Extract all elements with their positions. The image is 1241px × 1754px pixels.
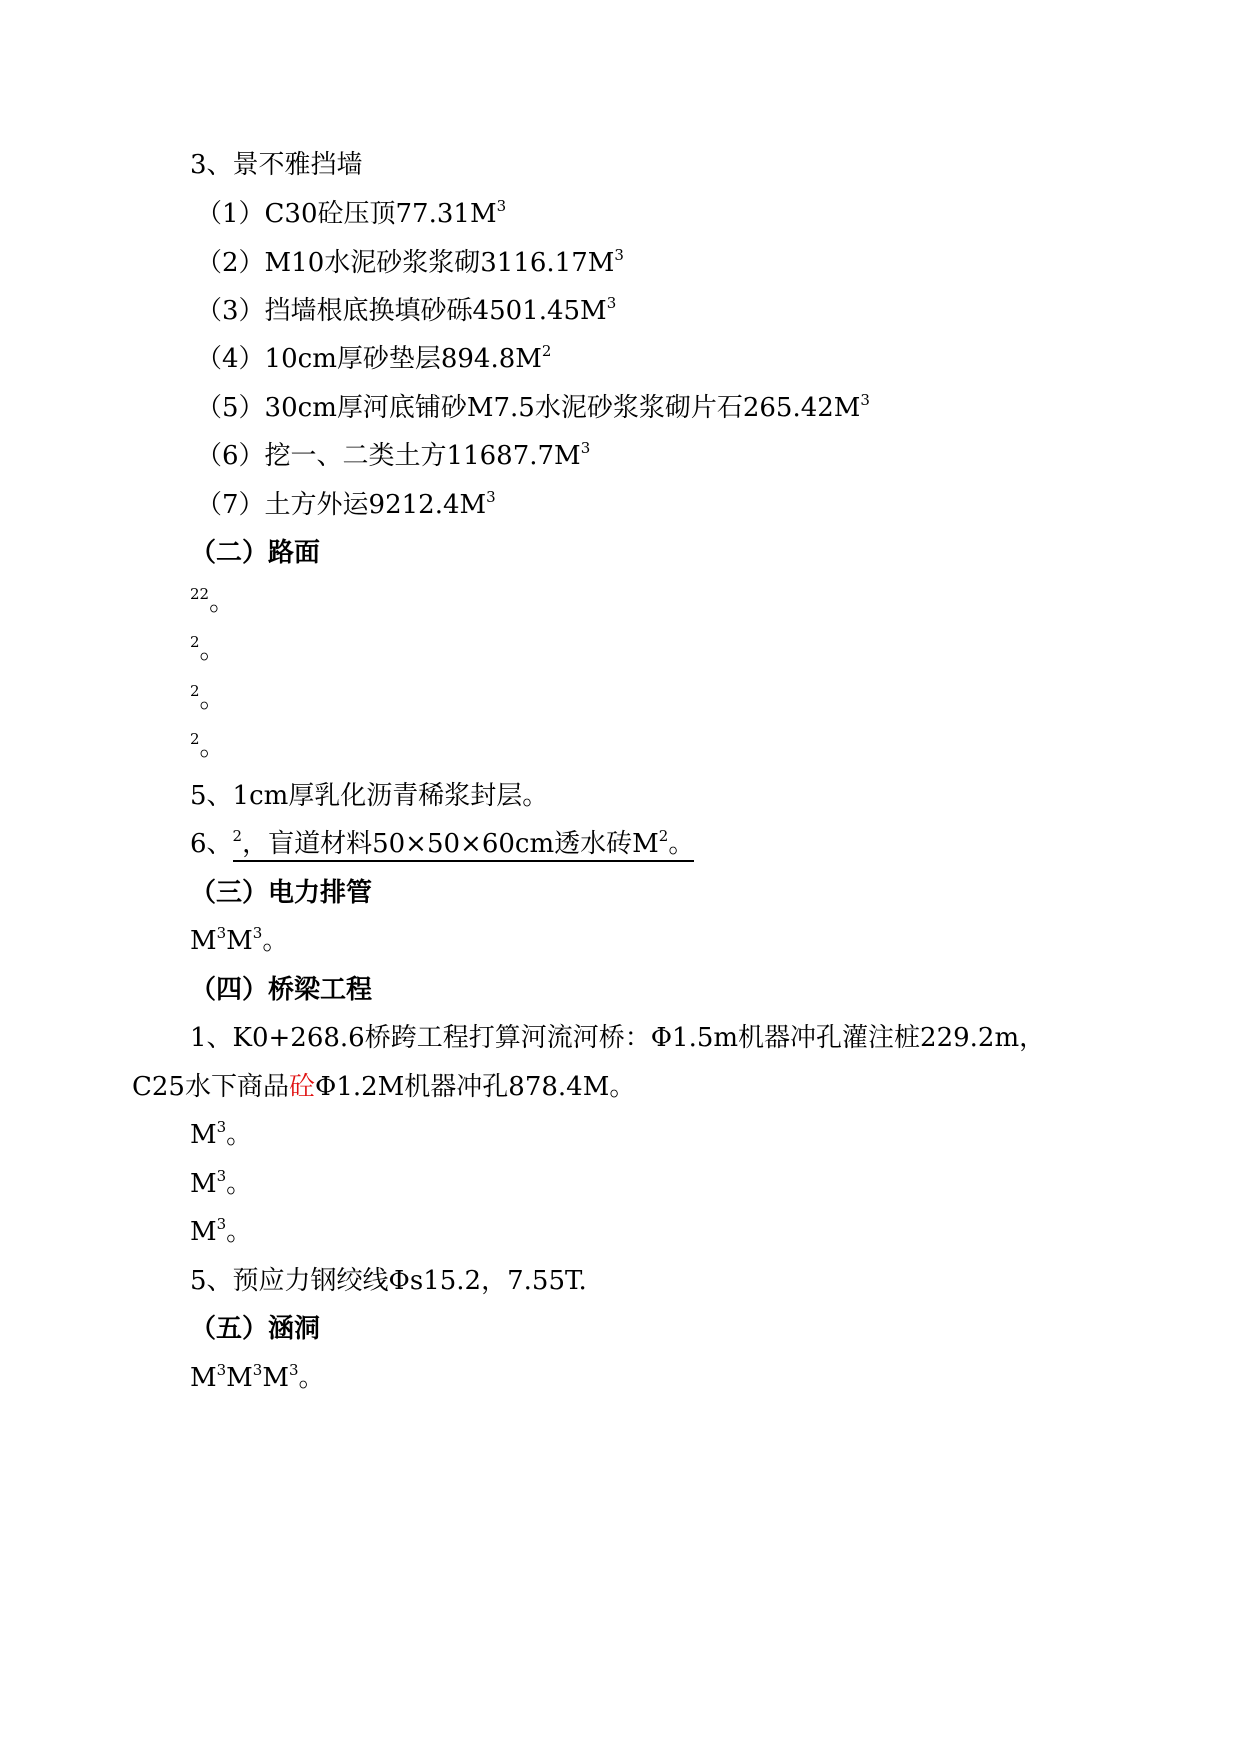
road-line-1: $^{22}$。 (190, 585, 236, 617)
bridge-line-3: $M^3$。 (190, 1167, 253, 1199)
power-line-1: $M^3M^3$。 (190, 924, 289, 956)
highlighted-char: 砼 (288, 1072, 315, 1102)
road-line-5: 5、1cm厚乳化沥青稀浆封层。 (190, 781, 549, 811)
item-1: （1）C30砼压顶$77.31M^3$ (196, 197, 507, 229)
bridge-line-1-continued: C25水下商品砼Φ1.2M机器冲孔878.4M。 (132, 1072, 636, 1102)
item-4: （4）10cm厚砂垫层$894.8M^2$ (196, 342, 552, 374)
item-6: （6）挖一、二类土方$11687.7M^3$ (196, 439, 591, 471)
road-line-4: $^2$。 (190, 730, 226, 762)
item-3: （3）挡墙根底换填砂砾$4501.45M^3$ (196, 294, 617, 326)
section-heading-bridge: （四）桥梁工程 (190, 975, 373, 1005)
item-7: （7）土方外运$9212.4M^3$ (196, 488, 496, 520)
item-5: （5）30cm厚河底铺砂M7.5水泥砂浆浆砌片石$265.42M^3$ (196, 391, 870, 423)
section-heading-culvert: （五）涵洞 (190, 1314, 321, 1344)
section-heading-road-surface: （二）路面 (190, 538, 321, 568)
road-line-2: $^2$。 (190, 633, 226, 665)
bridge-line-1: 1、K0+268.6桥跨工程打算河流河桥：Φ1.5m机器冲孔灌注桩229.2m， (190, 1023, 1046, 1053)
section-3-heading: 3、景不雅挡墙 (190, 150, 363, 180)
bridge-line-2: $M^3$。 (190, 1118, 253, 1150)
road-line-6: 6、$^2$，盲道材料50×50×60cm透水砖$M^2$。 (190, 827, 694, 861)
bridge-line-5: 5、预应力钢绞线Φs15.2，7.55T. (190, 1266, 587, 1296)
section-heading-power-conduit: （三）电力排管 (190, 878, 373, 908)
culvert-line-1: $M^3M^3M^3$。 (190, 1361, 325, 1393)
underlined-text: $^2$，盲道材料50×50×60cm透水砖$M^2$。 (233, 829, 695, 862)
road-line-3: $^2$。 (190, 682, 226, 714)
bridge-line-4: $M^3$。 (190, 1215, 253, 1247)
item-2: （2）M10水泥砂浆浆砌$3116.17M^3$ (196, 246, 624, 278)
